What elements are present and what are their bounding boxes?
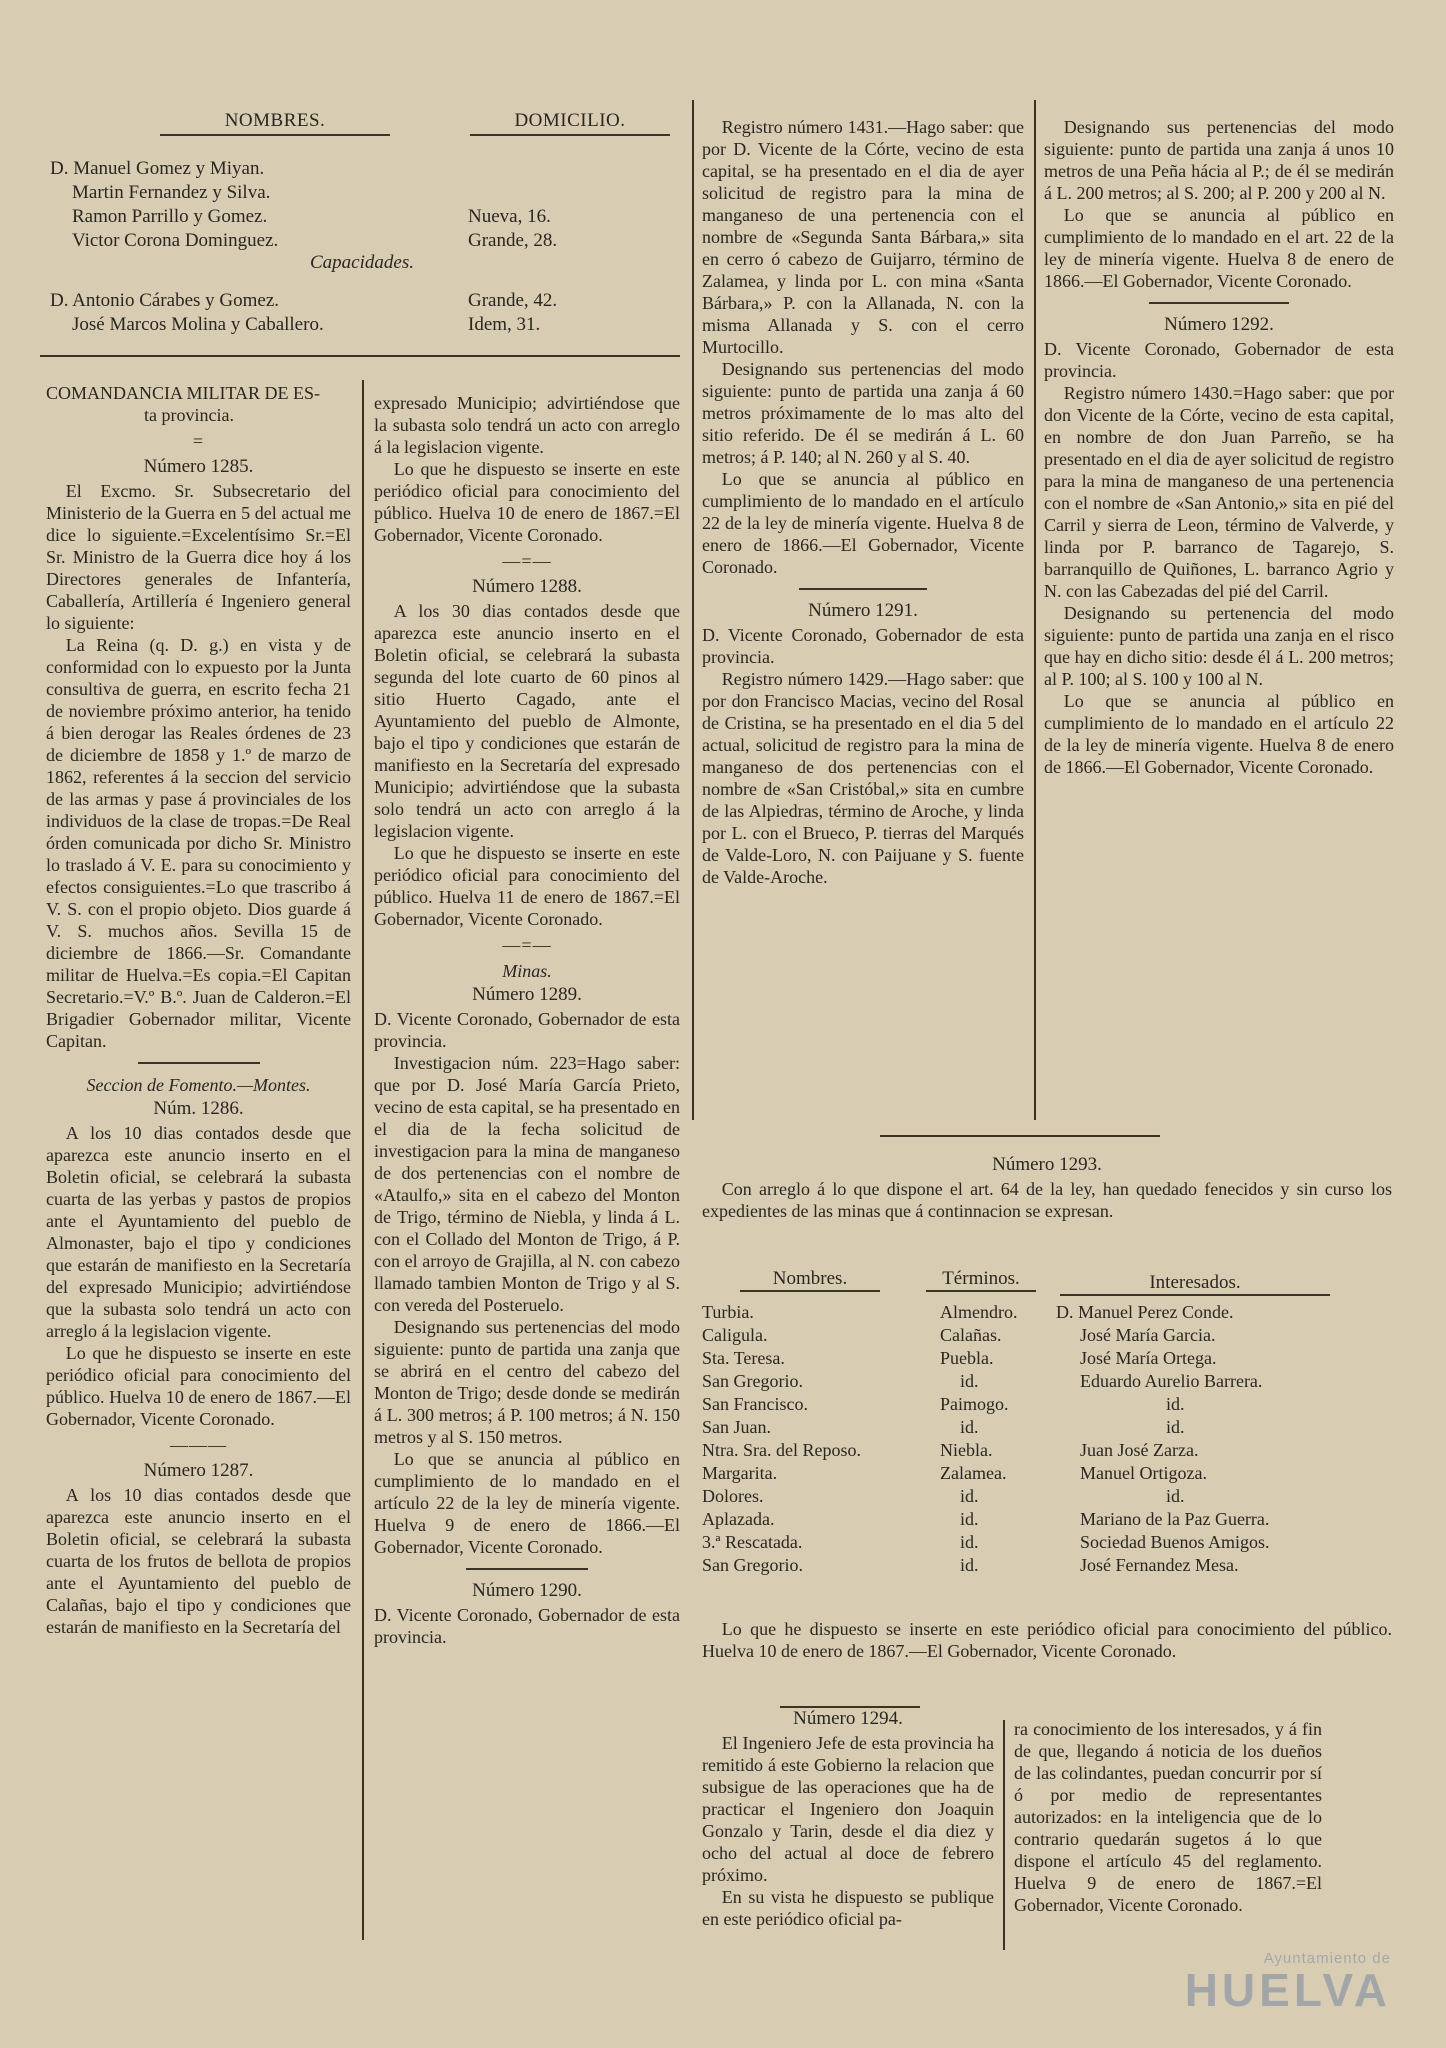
paragraph: D. Vicente Coronado, Gobernador de esta provincia. bbox=[1044, 339, 1394, 381]
table-cell: Margarita. bbox=[702, 1463, 778, 1483]
capacidades-label: Capacidades. bbox=[310, 252, 414, 273]
table-cell: Eduardo Aurelio Barrera. bbox=[1080, 1371, 1263, 1391]
paragraph: Lo que se anuncia al público en cumplimiento de lo mandado en el artículo 22 de la ley de minería vigente. Huelva 8 de enero de 1866.—El Gobernador, Vicente Coronado. bbox=[1044, 691, 1394, 777]
name-line: Victor Corona Dominguez. bbox=[72, 230, 279, 251]
table-cell: Ntra. Sra. del Reposo. bbox=[702, 1440, 861, 1460]
paragraph: La Reina (q. D. g.) en vista y de conformidad con lo expuesto por la Junta consultiva de guerra, en escrito fecha 21 de noviembre próximo anterior, ha tenido á bien derogar las Reales órdenes de 23 de diciembre de 1858 y 1.º de marzo de 1862, referentes á la seccion del servicio de las armas y pase á provinciales de los individuos de la clase de tropas.=De Real órden comunicada por dicho Sr. Ministro lo traslado á V. E. para su conocimiento y efectos consiguientes.=Lo que trascribo á V. S. con el propio objeto. Dios guarde á V. S. muchos años. Sevilla 15 de diciembre de 1866.—Sr. Comandante militar de Huelva.=Es copia.=El Capitan Secretario.=V.º B.º. Juan de Calderon.=El Brigadier Gobernador militar, Vicente Capitan. bbox=[46, 635, 351, 1051]
table-cell: Niebla. bbox=[940, 1440, 993, 1460]
notice-1294-left bbox=[702, 1706, 994, 1930]
separator: —=— bbox=[502, 551, 552, 571]
table-header-terms: Términos. bbox=[926, 1268, 1036, 1292]
table-cell: id. bbox=[960, 1509, 979, 1529]
table-cell: Turbia. bbox=[702, 1302, 754, 1322]
table-cell: id. bbox=[960, 1417, 979, 1437]
divider bbox=[1149, 302, 1289, 304]
paragraph: Designando sus pertenencias del modo siguiente: punto de partida una zanja que se abrirá en el centro del cabezo del Monton de Trigo; desde donde se medirán á L. 300 metros; á P. 100 metros; á N. 150 metros y al S. 150 metros. bbox=[374, 1317, 680, 1447]
paragraph: A los 10 dias contados desde que aparezca este anuncio inserto en el Boletin oficial, se celebrará la subasta cuarta de las yerbas y pastos de propios ante el Ayuntamiento del pueblo de Almonaster, bajo el tipo y condiciones que estarán de manifiesto en la Secretaría del expresado Municipio; advirtiéndose que la subasta solo tendrá un acto con arreglo á la legislacion vigente. bbox=[46, 1123, 351, 1341]
divider bbox=[466, 1568, 588, 1570]
table-cell: Mariano de la Paz Guerra. bbox=[1080, 1509, 1270, 1529]
name-line: Martin Fernandez y Silva. bbox=[72, 182, 271, 203]
notice-number: Número 1290. bbox=[472, 1580, 582, 1601]
table-cell: Aplazada. bbox=[702, 1509, 775, 1529]
paragraph: Lo que se anuncia al público en cumplimiento de lo mandado en el art. 22 de la ley de minería vigente. Huelva 8 de enero de 1866.—El Gobernador, Vicente Coronado. bbox=[1044, 205, 1394, 291]
paragraph: Lo que he dispuesto se inserte en este periódico oficial para conocimiento del público. Huelva 10 de enero de 1867.=El Gobernador, Vicente Coronado. bbox=[374, 459, 680, 545]
paragraph: Designando sus pertenencias del modo siguiente: punto de partida una zanja á unos 10 metros de una Peña hácia al P.; de él se medirán á L. 200 metros; al S. 200; al P. 200 y 200 al N. bbox=[1044, 117, 1394, 203]
paragraph: Lo que he dispuesto se inserte en este periódico oficial para conocimiento del público. Huelva 10 de enero de 1867.—El Gobernador, Vicente Coronado. bbox=[702, 1619, 1392, 1661]
notice-1294-right bbox=[1014, 1718, 1322, 1916]
paragraph: D. Vicente Coronado, Gobernador de esta provincia. bbox=[374, 1009, 680, 1051]
column-rule bbox=[692, 100, 694, 1120]
table-cell: San Juan. bbox=[702, 1417, 771, 1437]
divider bbox=[880, 1135, 1160, 1137]
column-2 bbox=[374, 392, 680, 1648]
table-header-names: Nombres. bbox=[740, 1268, 880, 1292]
paragraph: Registro número 1429.—Hago saber: que por don Francisco Macias, vecino del Rosal de Cristina, se ha presentado en el dia 5 del actual, solicitud de registro para la mina de manganeso de dos pertenencias con el nombre de «San Cristóbal,» sita en cumbre de las Alpiedras, término de Aroche, y linda por L. con el Brueco, P. tierras del Marqués de Valde-Loro, N. con Paijuane y S. fuente de Valde-Aroche. bbox=[702, 669, 1024, 887]
column-rule bbox=[1003, 1720, 1005, 1950]
column-4 bbox=[1044, 116, 1394, 778]
paragraph: Registro número 1431.—Hago saber: que por D. Vicente de la Córte, vecino de esta capital, se ha presentado en el dia de ayer solicitud de registro para la mina de manganeso de una pertenencia con el nombre de «Segunda Santa Bárbara,» sita en cerro ó cabezo de Guijarro, término de Zalamea, y linda por L. con mina «Santa Bárbara,» P. con la Allanada, N. con la misma Allanada y S. con el cerro Murtocillo. bbox=[702, 117, 1024, 357]
domicile-line: Nueva, 16. bbox=[468, 206, 551, 227]
separator: ——— bbox=[170, 1435, 227, 1455]
domicile-line: Grande, 42. bbox=[468, 290, 558, 311]
domicile-header: DOMICILIO. bbox=[470, 110, 670, 136]
paragraph: Lo que he dispuesto se inserte en este periódico oficial para conocimiento del público. Huelva 11 de enero de 1867.=El Gobernador, Vicente Coronado. bbox=[374, 843, 680, 929]
paragraph: Investigacion núm. 223=Hago saber: que por D. José María García Prieto, vecino de esta capital, se ha presentado en el dia de la fecha solicitud de investigacion para la mina de manganeso de dos pertenencias con el nombre de «Ataulfo,» sita en el cabezo del Monton de Trigo, término de Niebla, y linda á L. con el Collado del Monton de Trigo, á P. con el arroyo de Grajilla, al N. con cabezo llamado tambien Monton de Trigo y al S. con vereda del Posteruelo. bbox=[374, 1053, 680, 1315]
separator: = bbox=[192, 431, 205, 451]
table-cell: Zalamea. bbox=[940, 1463, 1007, 1483]
paragraph: En su vista he dispuesto se publique en este periódico oficial pa- bbox=[702, 1887, 994, 1929]
notice-number: Número 1291. bbox=[808, 600, 918, 621]
section-title: Seccion de Fomento.—Montes. bbox=[86, 1075, 311, 1095]
notice-number: Número 1289. bbox=[472, 984, 582, 1005]
table-cell: id. bbox=[1166, 1417, 1185, 1437]
column-3 bbox=[702, 116, 1024, 888]
notice-1293-intro bbox=[702, 1152, 1392, 1222]
names-header: NOMBRES. bbox=[160, 110, 390, 136]
table-cell: Almendro. bbox=[940, 1302, 1018, 1322]
divider bbox=[138, 1062, 260, 1064]
column-rule bbox=[1034, 100, 1036, 1120]
notice-1293-closing bbox=[702, 1618, 1392, 1662]
table-cell: Manuel Ortigoza. bbox=[1080, 1463, 1207, 1483]
notice-number: Número 1288. bbox=[472, 576, 582, 597]
table-cell: José María Garcia. bbox=[1080, 1325, 1216, 1345]
column-1 bbox=[46, 382, 351, 1638]
paragraph: ra conocimiento de los interesados, y á fin de que, llegando á noticia de los dueños de las colindantes, puedan concurrir por sí ó por medio de representantes autorizados: en la inteligencia que de lo contrario quedarán sugetos á lo que dispone el artículo 45 del reglamento. Huelva 9 de enero de 1867.=El Gobernador, Vicente Coronado. bbox=[1014, 1719, 1322, 1915]
notice-number: Número 1294. bbox=[793, 1708, 903, 1729]
table-cell: Juan José Zarza. bbox=[1080, 1440, 1199, 1460]
watermark-line: Ayuntamiento de bbox=[1263, 1950, 1391, 1967]
notice-number: Número 1293. bbox=[992, 1154, 1102, 1175]
paragraph: A los 30 dias contados desde que aparezca este anuncio inserto en el Boletin oficial, se celebrará la subasta segunda del lote cuarto de 60 pinos al sitio Huerto Cagado, ante el Ayuntamiento del pueblo de Almonte, bajo el tipo y condiciones que estarán de manifiesto en la Secretaría del expresado Municipio; advirtiéndose que la subasta solo tendrá un acto con arreglo á la legislacion vigente. bbox=[374, 601, 680, 841]
name-line: D. Manuel Gomez y Miyan. bbox=[50, 158, 265, 179]
notice-number: Número 1287. bbox=[143, 1460, 254, 1481]
paragraph: D. Vicente Coronado, Gobernador de esta provincia. bbox=[374, 1605, 680, 1647]
table-cell: 3.ª Rescatada. bbox=[702, 1532, 803, 1552]
table-cell: id. bbox=[960, 1371, 979, 1391]
name-line: D. Antonio Cárabes y Gomez. bbox=[50, 290, 280, 311]
paragraph: Designando sus pertenencias del modo siguiente: punto de partida una zanja á 60 metros próximamente de lo mas alto del sitio referido. De él se medirán á L. 60 metros; á P. 140; al N. 260 y al S. 40. bbox=[702, 359, 1024, 467]
paragraph: Lo que se anuncia al público en cumplimiento de lo mandado en el artículo 22 de la ley de minería vigente. Huelva 8 de enero de 1866.—El Gobernador, Vicente Coronado. bbox=[702, 469, 1024, 577]
separator: —=— bbox=[502, 935, 552, 955]
table-cell: id. bbox=[960, 1486, 979, 1506]
column-rule bbox=[362, 380, 364, 1940]
watermark-logo: HUELVA bbox=[1184, 1964, 1391, 2016]
table-cell: id. bbox=[1166, 1394, 1185, 1414]
paragraph: Lo que he dispuesto se inserte en este periódico oficial para conocimiento del público. Huelva 10 de enero de 1867.—El Gobernador, Vicente Coronado. bbox=[46, 1343, 351, 1429]
paragraph: El Ingeniero Jefe de esta provincia ha remitido á este Gobierno la relacion que subsigue de las operaciones que ha de practicar el Ingeniero don Joaquin Gonzalo y Tarin, desde el dia diez y ocho del actual al doce de febrero próximo. bbox=[702, 1733, 994, 1885]
name-line: José Marcos Molina y Caballero. bbox=[72, 314, 324, 335]
paragraph: D. Vicente Coronado, Gobernador de esta provincia. bbox=[702, 625, 1024, 667]
paragraph: A los 10 dias contados desde que aparezca este anuncio inserto en el Boletin oficial, se celebrará la subasta cuarta de los frutos de bellota de propios ante el Ayuntamiento del pueblo de Calañas, bajo el tipo y condiciones que estarán de manifiesto en la Secretaría del bbox=[46, 1485, 351, 1637]
table-cell: Sta. Teresa. bbox=[702, 1348, 785, 1368]
table-cell: San Francisco. bbox=[702, 1394, 808, 1414]
table-cell: José María Ortega. bbox=[1080, 1348, 1217, 1368]
table-cell: id. bbox=[960, 1555, 979, 1575]
paragraph: Con arreglo á lo que dispone el art. 64 de la ley, han quedado fenecidos y sin curso los expedientes de las minas que á continnacion se expresan. bbox=[702, 1179, 1392, 1221]
paragraph: Registro número 1430.=Hago saber: que por don Vicente de la Córte, vecino de esta capital, en nombre de don Juan Parreño, se ha presentado en el dia de ayer solicitud de registro para la mina de manganeso de una pertenencia con el nombre de «San Antonio,» sita en pié del Carril y sierra de Leon, término de Valverde, y linda por P. barranco de Tagarejo, S. barranquillo de Quiñones, L. barranco Agrio y N. con las Cabezadas del pié del Carril. bbox=[1044, 383, 1394, 601]
domicile-line: Grande, 28. bbox=[468, 230, 558, 251]
table-cell: id. bbox=[1166, 1486, 1185, 1506]
table-cell: Caligula. bbox=[702, 1325, 768, 1345]
paragraph: El Excmo. Sr. Subsecretario del Ministerio de la Guerra en 5 del actual me dice lo siguiente.=Excelentísimo Sr.=El Sr. Ministro de la Guerra dice hoy á los Directores generales de Infantería, Caballería, Artillería é Ingeniero general lo siguiente: bbox=[46, 481, 351, 633]
table-cell: José Fernandez Mesa. bbox=[1080, 1555, 1239, 1575]
heading: COMANDANCIA MILITAR DE ES- bbox=[46, 383, 321, 403]
notice-number: Número 1292. bbox=[1164, 314, 1274, 335]
paragraph: expresado Municipio; advirtiéndose que la subasta solo tendrá un acto con arreglo á la legislacion vigente. bbox=[374, 393, 680, 457]
section-title: Minas. bbox=[502, 961, 552, 981]
table-cell: Calañas. bbox=[940, 1325, 1002, 1345]
table-cell: D. Manuel Perez Conde. bbox=[1056, 1302, 1234, 1322]
heading: ta provincia. bbox=[144, 405, 234, 425]
notice-number: Número 1285. bbox=[143, 456, 254, 477]
notice-number: Núm. 1286. bbox=[153, 1098, 244, 1119]
table-cell: Puebla. bbox=[940, 1348, 994, 1368]
table-cell: San Gregorio. bbox=[702, 1555, 803, 1575]
paragraph: Designando su pertenencia del modo siguiente: punto de partida una zanja en el risco que hay en dicho sitio: desde él á L. 200 metros; al P. 100; al S. 100 y 100 al N. bbox=[1044, 603, 1394, 689]
table-cell: Sociedad Buenos Amigos. bbox=[1080, 1532, 1270, 1552]
paragraph: Lo que se anuncia al público en cumplimiento de lo mandado en el artículo 22 de la ley de minería vigente. Huelva 9 de enero de 1866.—El Gobernador, Vicente Coronado. bbox=[374, 1449, 680, 1557]
archive-watermark bbox=[1184, 1950, 1391, 2016]
table-cell: San Gregorio. bbox=[702, 1371, 803, 1391]
divider bbox=[799, 588, 928, 590]
table-cell: id. bbox=[960, 1532, 979, 1552]
section-rule bbox=[40, 355, 680, 357]
table-header-interested: Interesados. bbox=[1060, 1272, 1330, 1296]
domicile-line: Idem, 31. bbox=[468, 314, 541, 335]
name-line: Ramon Parrillo y Gomez. bbox=[72, 206, 268, 227]
table-cell: Paimogo. bbox=[940, 1394, 1009, 1414]
table-cell: Dolores. bbox=[702, 1486, 764, 1506]
